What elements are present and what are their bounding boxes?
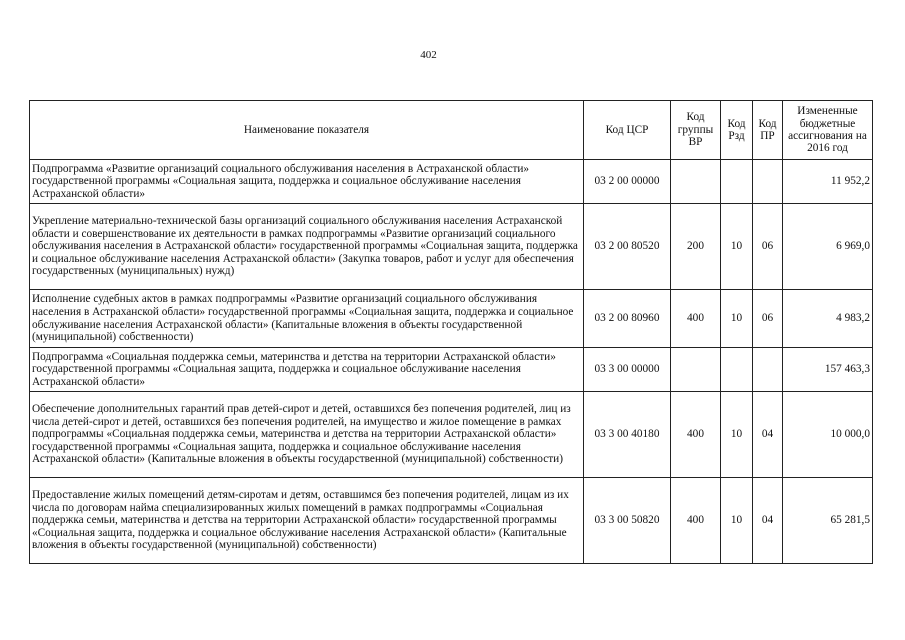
row-pr: 04 bbox=[753, 478, 783, 564]
page-number: 402 bbox=[420, 49, 437, 61]
header-rzd: Код Рзд bbox=[721, 101, 753, 160]
row-pr: 06 bbox=[753, 290, 783, 348]
row-vr: 400 bbox=[671, 290, 721, 348]
row-vr bbox=[671, 348, 721, 392]
table-row bbox=[30, 204, 873, 290]
header-name: Наименование показателя bbox=[30, 101, 584, 160]
header-amount: Измененные бюджетные ассигнования на 2016 год bbox=[783, 101, 873, 160]
row-csr: 03 3 00 00000 bbox=[584, 348, 671, 392]
row-name: Подпрограмма «Развитие организаций социального обслуживания населения в Астраханской области» государственной программы «Социальная защита, поддержка и социальное обслуживание населения Астраханской области» bbox=[30, 160, 584, 204]
row-csr: 03 3 00 50820 bbox=[584, 478, 671, 564]
row-name: Исполнение судебных актов в рамках подпрограммы «Развитие организаций социального обслуживания населения в Астраханской области» государственной программы «Социальная защита, поддержка и социальное обслуживание населения Астраханской области» (Капитальные вложения в объекты государственной (муниципальной) собственности) bbox=[30, 290, 584, 348]
table-header bbox=[30, 101, 873, 160]
row-amount: 65 281,5 bbox=[783, 478, 873, 564]
row-name: Укрепление материально-технической базы организаций социального обслуживания населения Астраханской области и совершенствование их деятельности в рамках подпрограммы «Развитие организаций социального обслуживания населения в Астраханской области» государственной программы «Социальная защита, поддержка и социальное обслуживание населения Астраханской области» (Закупка товаров, работ и услуг для обеспечения государственных (муниципальных) нужд) bbox=[30, 204, 584, 290]
row-pr bbox=[753, 160, 783, 204]
row-csr: 03 3 00 40180 bbox=[584, 392, 671, 478]
table-row bbox=[30, 348, 873, 392]
budget-table bbox=[29, 100, 873, 564]
row-vr: 200 bbox=[671, 204, 721, 290]
row-amount: 10 000,0 bbox=[783, 392, 873, 478]
row-rzd: 10 bbox=[721, 204, 753, 290]
row-amount: 4 983,2 bbox=[783, 290, 873, 348]
table-row bbox=[30, 160, 873, 204]
header-pr: Код ПР bbox=[753, 101, 783, 160]
table-row bbox=[30, 392, 873, 478]
row-amount: 11 952,2 bbox=[783, 160, 873, 204]
row-rzd bbox=[721, 160, 753, 204]
header-csr: Код ЦСР bbox=[584, 101, 671, 160]
row-rzd: 10 bbox=[721, 392, 753, 478]
row-name: Обеспечение дополнительных гарантий прав детей-сирот и детей, оставшихся без попечения родителей, лиц из числа детей-сирот и детей, оставшихся без попечения родителей, на имущество и жилое помещение в рамках подпрограммы «Социальная поддержка семьи, материнства и детства на территории Астраханской области» государственной программы «Социальная защита, поддержка и социальное обслуживание населения Астраханской области» (Капитальные вложения в объекты государственной (муниципальной) собственности) bbox=[30, 392, 584, 478]
row-rzd bbox=[721, 348, 753, 392]
row-csr: 03 2 00 80960 bbox=[584, 290, 671, 348]
row-vr bbox=[671, 160, 721, 204]
row-csr: 03 2 00 80520 bbox=[584, 204, 671, 290]
row-csr: 03 2 00 00000 bbox=[584, 160, 671, 204]
row-rzd: 10 bbox=[721, 478, 753, 564]
table-row bbox=[30, 478, 873, 564]
row-pr: 04 bbox=[753, 392, 783, 478]
table-body bbox=[30, 160, 873, 564]
table-row bbox=[30, 290, 873, 348]
row-amount: 157 463,3 bbox=[783, 348, 873, 392]
row-vr: 400 bbox=[671, 478, 721, 564]
row-name: Подпрограмма «Социальная поддержка семьи, материнства и детства на территории Астраханской области» государственной программы «Социальная защита, поддержка и социальное обслуживание населения Астраханской области» bbox=[30, 348, 584, 392]
row-pr bbox=[753, 348, 783, 392]
row-name: Предоставление жилых помещений детям-сиротам и детям, оставшимся без попечения родителей, лицам из их числа по договорам найма специализированных жилых помещений в рамках подпрограммы «Социальная поддержка семьи, материнства и детства на территории Астраханской области» государственной программы «Социальная защита, поддержка и социальное обслуживание населения Астраханской области» (Капитальные вложения в объекты государственной (муниципальной) собственности) bbox=[30, 478, 584, 564]
header-vr: Код группы ВР bbox=[671, 101, 721, 160]
row-vr: 400 bbox=[671, 392, 721, 478]
row-pr: 06 bbox=[753, 204, 783, 290]
row-amount: 6 969,0 bbox=[783, 204, 873, 290]
row-rzd: 10 bbox=[721, 290, 753, 348]
